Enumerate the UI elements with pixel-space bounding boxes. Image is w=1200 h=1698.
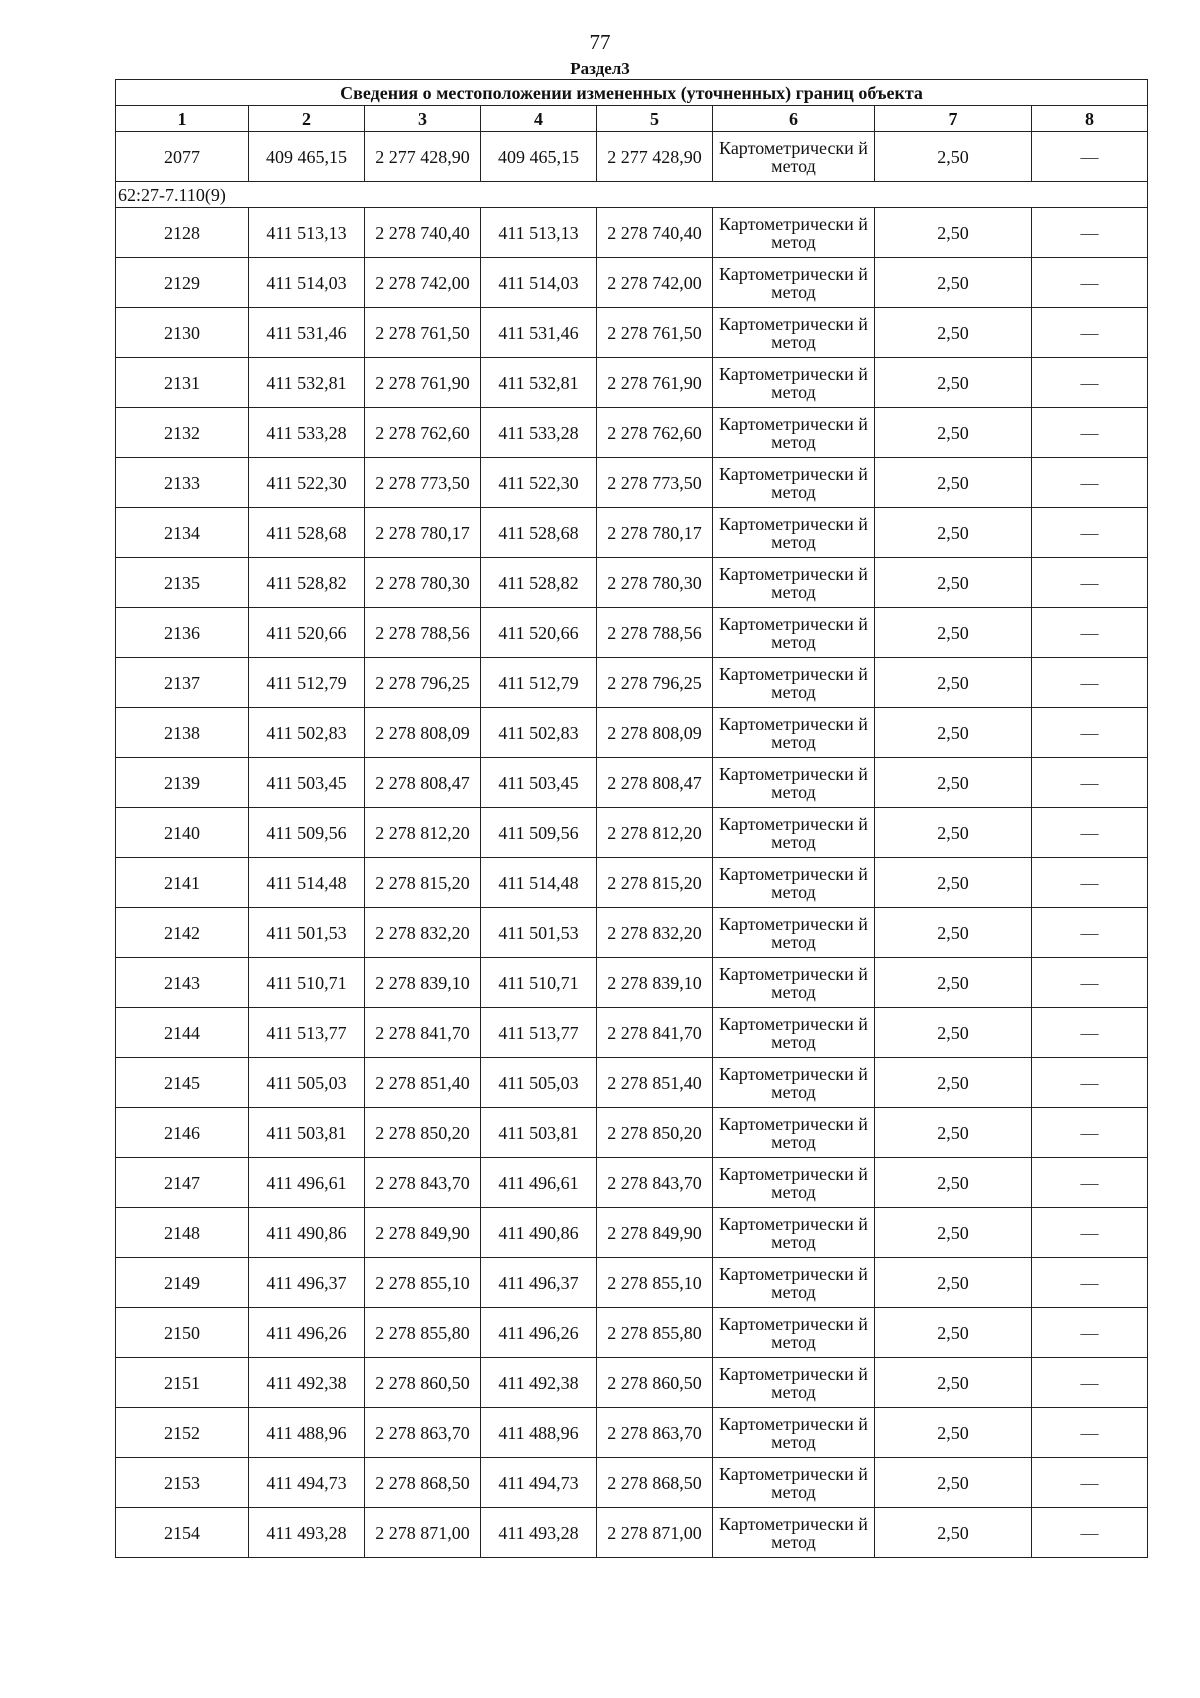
method-cell: Картометрически й метод: [713, 858, 875, 908]
method-cell: Картометрически й метод: [713, 1308, 875, 1358]
x-old-cell: 411 531,46: [249, 308, 365, 358]
y-new-cell: 2 278 855,10: [597, 1258, 713, 1308]
point-number-cell: 2140: [116, 808, 249, 858]
x-old-cell: 411 496,26: [249, 1308, 365, 1358]
y-old-cell: 2 278 780,17: [365, 508, 481, 558]
y-new-cell: 2 278 855,80: [597, 1308, 713, 1358]
description-cell: —: [1032, 808, 1148, 858]
y-old-cell: 2 278 863,70: [365, 1408, 481, 1458]
method-cell: Картометрически й метод: [713, 1008, 875, 1058]
x-new-cell: 411 496,26: [481, 1308, 597, 1358]
table-row: [116, 808, 1148, 858]
point-number-cell: 2129: [116, 258, 249, 308]
table-row: [116, 1108, 1148, 1158]
description-cell: —: [1032, 308, 1148, 358]
y-old-cell: 2 278 808,47: [365, 758, 481, 808]
description-cell: —: [1032, 132, 1148, 182]
y-old-cell: 2 278 740,40: [365, 208, 481, 258]
y-new-cell: 2 278 850,20: [597, 1108, 713, 1158]
group-label: 62:27-7.110(9): [116, 182, 1148, 208]
y-old-cell: 2 278 780,30: [365, 558, 481, 608]
x-old-cell: 411 528,82: [249, 558, 365, 608]
table-row: [116, 858, 1148, 908]
y-new-cell: 2 278 841,70: [597, 1008, 713, 1058]
x-old-cell: 411 505,03: [249, 1058, 365, 1108]
y-new-cell: 2 278 868,50: [597, 1458, 713, 1508]
y-new-cell: 2 278 780,17: [597, 508, 713, 558]
point-number-cell: 2135: [116, 558, 249, 608]
table-row: [116, 558, 1148, 608]
description-cell: —: [1032, 458, 1148, 508]
y-new-cell: 2 278 796,25: [597, 658, 713, 708]
y-new-cell: 2 278 812,20: [597, 808, 713, 858]
x-old-cell: 411 520,66: [249, 608, 365, 658]
method-cell: Картометрически й метод: [713, 408, 875, 458]
point-number-cell: 2139: [116, 758, 249, 808]
x-new-cell: 411 522,30: [481, 458, 597, 508]
x-old-cell: 411 503,81: [249, 1108, 365, 1158]
method-cell: Картометрически й метод: [713, 132, 875, 182]
accuracy-cell: 2,50: [875, 908, 1032, 958]
x-new-cell: 411 513,77: [481, 1008, 597, 1058]
point-number-cell: 2150: [116, 1308, 249, 1358]
point-number-cell: 2131: [116, 358, 249, 408]
table-row: [116, 1408, 1148, 1458]
x-old-cell: 411 494,73: [249, 1458, 365, 1508]
method-cell: Картометрически й метод: [713, 1258, 875, 1308]
point-number-cell: 2132: [116, 408, 249, 458]
x-old-cell: 411 528,68: [249, 508, 365, 558]
accuracy-cell: 2,50: [875, 708, 1032, 758]
y-new-cell: 2 278 843,70: [597, 1158, 713, 1208]
point-number-cell: 2130: [116, 308, 249, 358]
coordinates-table: [115, 79, 1148, 1558]
y-new-cell: 2 278 780,30: [597, 558, 713, 608]
y-old-cell: 2 278 851,40: [365, 1058, 481, 1108]
method-cell: Картометрически й метод: [713, 1408, 875, 1458]
description-cell: —: [1032, 1058, 1148, 1108]
accuracy-cell: 2,50: [875, 1358, 1032, 1408]
accuracy-cell: 2,50: [875, 858, 1032, 908]
column-number-row: [116, 106, 1148, 132]
point-number-cell: 2153: [116, 1458, 249, 1508]
x-old-cell: 411 490,86: [249, 1208, 365, 1258]
x-old-cell: 411 513,13: [249, 208, 365, 258]
y-old-cell: 2 278 832,20: [365, 908, 481, 958]
x-new-cell: 411 502,83: [481, 708, 597, 758]
y-old-cell: 2 278 839,10: [365, 958, 481, 1008]
x-new-cell: 411 520,66: [481, 608, 597, 658]
y-old-cell: 2 278 742,00: [365, 258, 481, 308]
y-new-cell: 2 278 761,90: [597, 358, 713, 408]
table-row: [116, 408, 1148, 458]
accuracy-cell: 2,50: [875, 408, 1032, 458]
accuracy-cell: 2,50: [875, 458, 1032, 508]
description-cell: —: [1032, 608, 1148, 658]
description-cell: —: [1032, 1458, 1148, 1508]
point-number-cell: 2145: [116, 1058, 249, 1108]
method-cell: Картометрически й метод: [713, 958, 875, 1008]
description-cell: —: [1032, 1308, 1148, 1358]
x-new-cell: 411 528,68: [481, 508, 597, 558]
accuracy-cell: 2,50: [875, 1108, 1032, 1158]
description-cell: —: [1032, 358, 1148, 408]
y-old-cell: 2 278 855,10: [365, 1258, 481, 1308]
y-new-cell: 2 278 788,56: [597, 608, 713, 658]
x-new-cell: 411 512,79: [481, 658, 597, 708]
method-cell: Картометрически й метод: [713, 608, 875, 658]
method-cell: Картометрически й метод: [713, 208, 875, 258]
table-row: [116, 1058, 1148, 1108]
y-old-cell: 2 277 428,90: [365, 132, 481, 182]
y-old-cell: 2 278 788,56: [365, 608, 481, 658]
y-new-cell: 2 277 428,90: [597, 132, 713, 182]
column-number: 8: [1032, 106, 1148, 132]
accuracy-cell: 2,50: [875, 658, 1032, 708]
column-number: 4: [481, 106, 597, 132]
x-new-cell: 411 528,82: [481, 558, 597, 608]
y-old-cell: 2 278 855,80: [365, 1308, 481, 1358]
accuracy-cell: 2,50: [875, 558, 1032, 608]
method-cell: Картометрически й метод: [713, 508, 875, 558]
accuracy-cell: 2,50: [875, 358, 1032, 408]
accuracy-cell: 2,50: [875, 958, 1032, 1008]
method-cell: Картометрически й метод: [713, 758, 875, 808]
x-old-cell: 411 492,38: [249, 1358, 365, 1408]
x-new-cell: 411 531,46: [481, 308, 597, 358]
accuracy-cell: 2,50: [875, 1408, 1032, 1458]
description-cell: —: [1032, 508, 1148, 558]
y-new-cell: 2 278 773,50: [597, 458, 713, 508]
table-row: [116, 758, 1148, 808]
x-new-cell: 411 490,86: [481, 1208, 597, 1258]
accuracy-cell: 2,50: [875, 1008, 1032, 1058]
description-cell: —: [1032, 908, 1148, 958]
y-new-cell: 2 278 761,50: [597, 308, 713, 358]
x-new-cell: 411 496,37: [481, 1258, 597, 1308]
y-old-cell: 2 278 871,00: [365, 1508, 481, 1558]
point-number-cell: 2149: [116, 1258, 249, 1308]
group-label-row: [116, 182, 1148, 208]
description-cell: —: [1032, 1108, 1148, 1158]
point-number-cell: 2146: [116, 1108, 249, 1158]
accuracy-cell: 2,50: [875, 1058, 1032, 1108]
table-row: [116, 1358, 1148, 1408]
x-new-cell: 411 514,48: [481, 858, 597, 908]
y-new-cell: 2 278 742,00: [597, 258, 713, 308]
x-old-cell: 409 465,15: [249, 132, 365, 182]
table-row: [116, 508, 1148, 558]
point-number-cell: 2136: [116, 608, 249, 658]
y-new-cell: 2 278 832,20: [597, 908, 713, 958]
table-row: [116, 1208, 1148, 1258]
y-old-cell: 2 278 808,09: [365, 708, 481, 758]
x-new-cell: 411 496,61: [481, 1158, 597, 1208]
y-new-cell: 2 278 851,40: [597, 1058, 713, 1108]
table-row: [116, 958, 1148, 1008]
point-number-cell: 2142: [116, 908, 249, 958]
point-number-cell: 2144: [116, 1008, 249, 1058]
table-row: [116, 208, 1148, 258]
point-number-cell: 2137: [116, 658, 249, 708]
x-new-cell: 411 493,28: [481, 1508, 597, 1558]
accuracy-cell: 2,50: [875, 1458, 1032, 1508]
y-new-cell: 2 278 815,20: [597, 858, 713, 908]
table-row: [116, 358, 1148, 408]
table-caption: Сведения о местоположении измененных (уточненных) границ объекта: [116, 80, 1148, 106]
y-new-cell: 2 278 808,09: [597, 708, 713, 758]
table-row: [116, 258, 1148, 308]
method-cell: Картометрически й метод: [713, 1508, 875, 1558]
point-number-cell: 2143: [116, 958, 249, 1008]
accuracy-cell: 2,50: [875, 508, 1032, 558]
description-cell: —: [1032, 1158, 1148, 1208]
description-cell: —: [1032, 858, 1148, 908]
description-cell: —: [1032, 958, 1148, 1008]
point-number-cell: 2128: [116, 208, 249, 258]
x-old-cell: 411 496,37: [249, 1258, 365, 1308]
point-number-cell: 2147: [116, 1158, 249, 1208]
y-old-cell: 2 278 868,50: [365, 1458, 481, 1508]
accuracy-cell: 2,50: [875, 1158, 1032, 1208]
y-old-cell: 2 278 843,70: [365, 1158, 481, 1208]
method-cell: Картометрически й метод: [713, 258, 875, 308]
column-number: 2: [249, 106, 365, 132]
point-number-cell: 2148: [116, 1208, 249, 1258]
y-new-cell: 2 278 808,47: [597, 758, 713, 808]
description-cell: —: [1032, 1358, 1148, 1408]
method-cell: Картометрически й метод: [713, 1158, 875, 1208]
table-row: [116, 1458, 1148, 1508]
x-new-cell: 411 503,45: [481, 758, 597, 808]
table-row: [116, 308, 1148, 358]
y-old-cell: 2 278 849,90: [365, 1208, 481, 1258]
x-old-cell: 411 493,28: [249, 1508, 365, 1558]
y-old-cell: 2 278 860,50: [365, 1358, 481, 1408]
method-cell: Картометрически й метод: [713, 658, 875, 708]
x-new-cell: 411 503,81: [481, 1108, 597, 1158]
point-number-cell: 2077: [116, 132, 249, 182]
y-old-cell: 2 278 761,90: [365, 358, 481, 408]
x-new-cell: 411 532,81: [481, 358, 597, 408]
point-number-cell: 2133: [116, 458, 249, 508]
accuracy-cell: 2,50: [875, 308, 1032, 358]
description-cell: —: [1032, 1508, 1148, 1558]
accuracy-cell: 2,50: [875, 808, 1032, 858]
table-row: [116, 458, 1148, 508]
table-caption-row: [116, 80, 1148, 106]
accuracy-cell: 2,50: [875, 1208, 1032, 1258]
method-cell: Картометрически й метод: [713, 808, 875, 858]
x-old-cell: 411 514,48: [249, 858, 365, 908]
x-new-cell: 411 501,53: [481, 908, 597, 958]
table-row: [116, 1008, 1148, 1058]
x-new-cell: 411 488,96: [481, 1408, 597, 1458]
table-row: [116, 908, 1148, 958]
method-cell: Картометрически й метод: [713, 908, 875, 958]
x-old-cell: 411 496,61: [249, 1158, 365, 1208]
accuracy-cell: 2,50: [875, 1508, 1032, 1558]
y-old-cell: 2 278 841,70: [365, 1008, 481, 1058]
table-body: [116, 132, 1148, 1558]
y-new-cell: 2 278 863,70: [597, 1408, 713, 1458]
column-number: 7: [875, 106, 1032, 132]
y-old-cell: 2 278 762,60: [365, 408, 481, 458]
table-row: [116, 608, 1148, 658]
y-new-cell: 2 278 871,00: [597, 1508, 713, 1558]
y-old-cell: 2 278 812,20: [365, 808, 481, 858]
description-cell: —: [1032, 558, 1148, 608]
x-new-cell: 411 494,73: [481, 1458, 597, 1508]
y-old-cell: 2 278 850,20: [365, 1108, 481, 1158]
description-cell: —: [1032, 708, 1148, 758]
table-row: [116, 1308, 1148, 1358]
y-old-cell: 2 278 815,20: [365, 858, 481, 908]
x-old-cell: 411 532,81: [249, 358, 365, 408]
description-cell: —: [1032, 408, 1148, 458]
x-new-cell: 409 465,15: [481, 132, 597, 182]
y-new-cell: 2 278 849,90: [597, 1208, 713, 1258]
point-number-cell: 2141: [116, 858, 249, 908]
method-cell: Картометрически й метод: [713, 308, 875, 358]
method-cell: Картометрически й метод: [713, 358, 875, 408]
method-cell: Картометрически й метод: [713, 458, 875, 508]
y-new-cell: 2 278 740,40: [597, 208, 713, 258]
description-cell: —: [1032, 1408, 1148, 1458]
method-cell: Картометрически й метод: [713, 558, 875, 608]
point-number-cell: 2138: [116, 708, 249, 758]
table-row: [116, 658, 1148, 708]
description-cell: —: [1032, 1258, 1148, 1308]
x-new-cell: 411 510,71: [481, 958, 597, 1008]
y-new-cell: 2 278 839,10: [597, 958, 713, 1008]
column-number: 1: [116, 106, 249, 132]
description-cell: —: [1032, 1008, 1148, 1058]
method-cell: Картометрически й метод: [713, 1108, 875, 1158]
accuracy-cell: 2,50: [875, 1308, 1032, 1358]
description-cell: —: [1032, 758, 1148, 808]
x-old-cell: 411 533,28: [249, 408, 365, 458]
y-old-cell: 2 278 761,50: [365, 308, 481, 358]
column-number: 5: [597, 106, 713, 132]
method-cell: Картометрически й метод: [713, 1358, 875, 1408]
accuracy-cell: 2,50: [875, 208, 1032, 258]
x-old-cell: 411 512,79: [249, 658, 365, 708]
description-cell: —: [1032, 658, 1148, 708]
x-new-cell: 411 505,03: [481, 1058, 597, 1108]
table-row: [116, 1258, 1148, 1308]
y-old-cell: 2 278 773,50: [365, 458, 481, 508]
x-old-cell: 411 501,53: [249, 908, 365, 958]
x-old-cell: 411 522,30: [249, 458, 365, 508]
description-cell: —: [1032, 258, 1148, 308]
method-cell: Картометрически й метод: [713, 1058, 875, 1108]
x-new-cell: 411 533,28: [481, 408, 597, 458]
x-old-cell: 411 509,56: [249, 808, 365, 858]
column-number: 6: [713, 106, 875, 132]
method-cell: Картометрически й метод: [713, 1458, 875, 1508]
accuracy-cell: 2,50: [875, 258, 1032, 308]
x-old-cell: 411 503,45: [249, 758, 365, 808]
accuracy-cell: 2,50: [875, 132, 1032, 182]
column-number: 3: [365, 106, 481, 132]
x-old-cell: 411 513,77: [249, 1008, 365, 1058]
y-new-cell: 2 278 860,50: [597, 1358, 713, 1408]
table-row: [116, 1508, 1148, 1558]
x-new-cell: 411 514,03: [481, 258, 597, 308]
x-new-cell: 411 513,13: [481, 208, 597, 258]
description-cell: —: [1032, 208, 1148, 258]
table-row: [116, 1158, 1148, 1208]
table-row: [116, 132, 1148, 182]
y-old-cell: 2 278 796,25: [365, 658, 481, 708]
section-title: Раздел3: [570, 59, 630, 78]
point-number-cell: 2151: [116, 1358, 249, 1408]
x-old-cell: 411 502,83: [249, 708, 365, 758]
accuracy-cell: 2,50: [875, 608, 1032, 658]
point-number-cell: 2134: [116, 508, 249, 558]
point-number-cell: 2152: [116, 1408, 249, 1458]
accuracy-cell: 2,50: [875, 758, 1032, 808]
x-old-cell: 411 510,71: [249, 958, 365, 1008]
x-new-cell: 411 492,38: [481, 1358, 597, 1408]
point-number-cell: 2154: [116, 1508, 249, 1558]
method-cell: Картометрически й метод: [713, 1208, 875, 1258]
table-row: [116, 708, 1148, 758]
accuracy-cell: 2,50: [875, 1258, 1032, 1308]
x-new-cell: 411 509,56: [481, 808, 597, 858]
description-cell: —: [1032, 1208, 1148, 1258]
y-new-cell: 2 278 762,60: [597, 408, 713, 458]
method-cell: Картометрически й метод: [713, 708, 875, 758]
x-old-cell: 411 488,96: [249, 1408, 365, 1458]
page-number: 77: [589, 30, 611, 54]
x-old-cell: 411 514,03: [249, 258, 365, 308]
